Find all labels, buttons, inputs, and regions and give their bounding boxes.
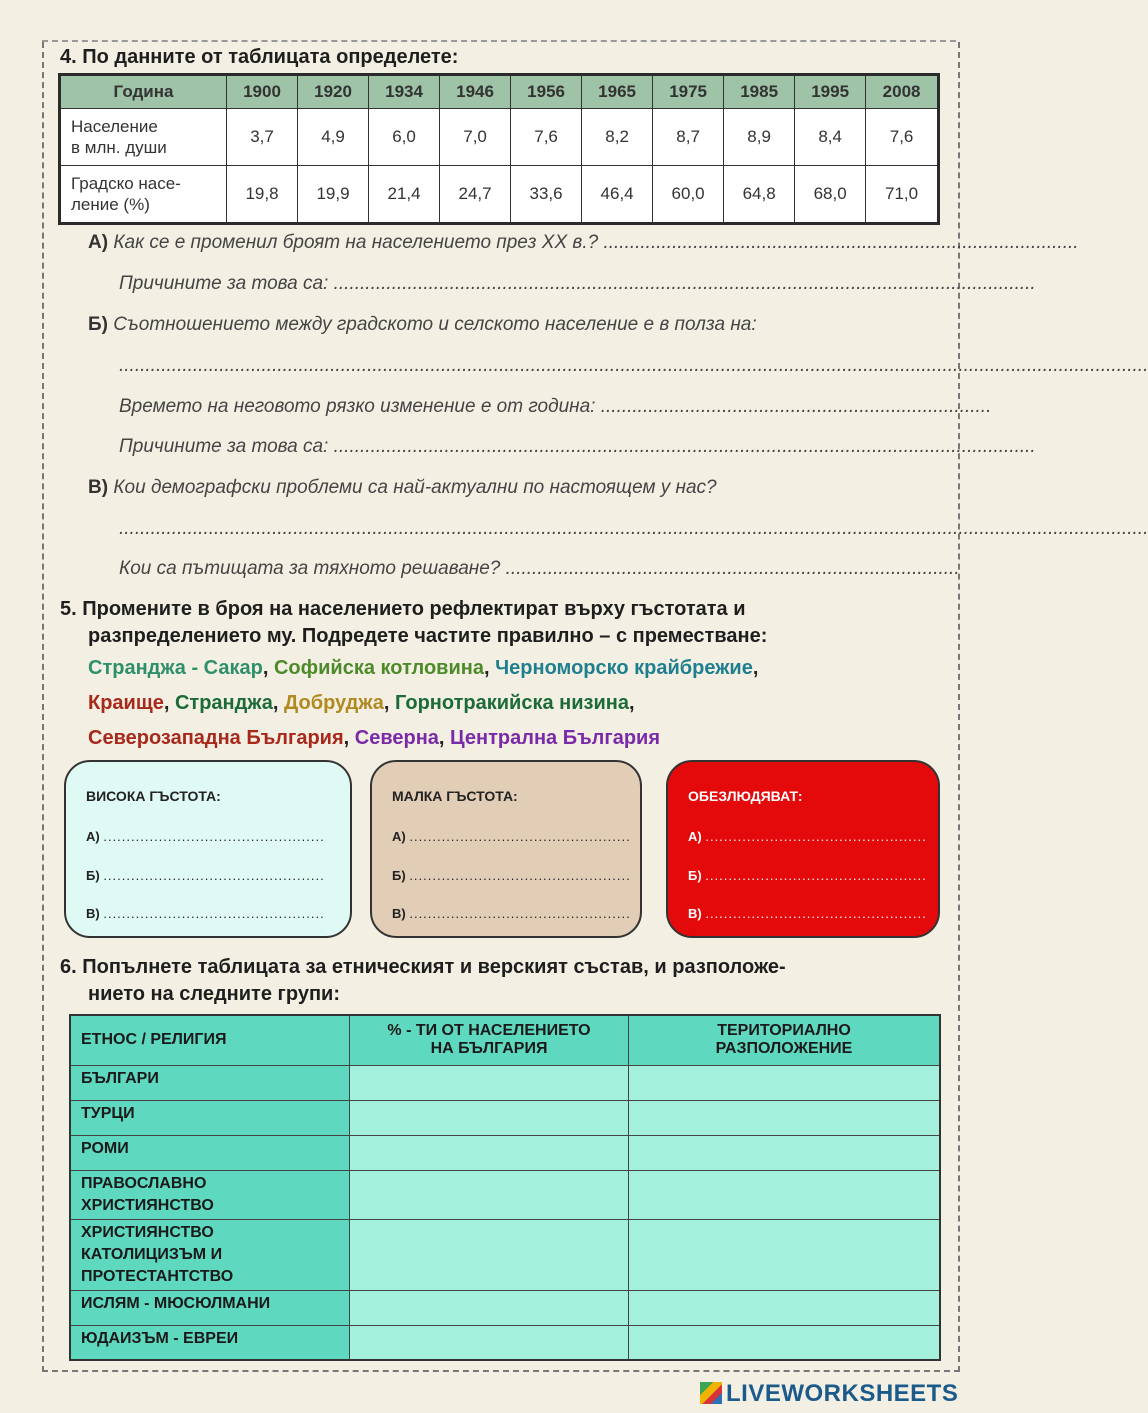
drag-word[interactable]: Странджа — [174, 692, 273, 714]
drop-dots[interactable]: ................................................ — [409, 868, 631, 883]
year-cell: 1946 — [440, 75, 511, 109]
row-label — [70, 1065, 350, 1100]
value-cell: 7,6 — [866, 109, 939, 166]
year-cell: 1995 — [795, 75, 866, 109]
answer-cell[interactable] — [629, 1170, 941, 1219]
question-a-label: А) — [88, 232, 109, 253]
value-cell: 7,0 — [440, 109, 511, 166]
table-row — [70, 1135, 940, 1170]
question-b — [88, 314, 954, 336]
table-row — [70, 1219, 940, 1290]
drag-word[interactable]: Краище — [88, 692, 164, 714]
answer-line[interactable]: ..................................................................................................................................... — [333, 436, 1036, 457]
answer-cell[interactable] — [629, 1219, 941, 1290]
row-label-line: ПРОТЕСТАНТСТВО — [81, 1267, 234, 1285]
answer-cell[interactable] — [350, 1219, 629, 1290]
row-label-line: ХРИСТИЯНСТВО — [81, 1223, 214, 1241]
answer-cell[interactable] — [629, 1100, 941, 1135]
value-cell: 46,4 — [582, 166, 653, 224]
table-row — [70, 1325, 940, 1360]
col-header-location — [629, 1015, 941, 1065]
drop-label: А) — [392, 829, 406, 844]
drop-zone[interactable] — [392, 868, 631, 883]
year-cell: 2008 — [866, 75, 939, 109]
value-cell: 19,9 — [298, 166, 369, 224]
value-cell: 7,6 — [511, 109, 582, 166]
drop-dots[interactable]: ................................................ — [409, 829, 631, 844]
row-label-line: ЮДАИЗЪМ - ЕВРЕИ — [81, 1329, 239, 1347]
answer-cell[interactable] — [350, 1135, 629, 1170]
task5-title-line1: 5. Промените в броя на населението рефлектират върху гъстотата и — [60, 598, 746, 620]
answer-cell[interactable] — [350, 1170, 629, 1219]
table-row — [70, 1065, 940, 1100]
word-bank-row1 — [88, 657, 758, 680]
year-header: Година — [60, 75, 227, 109]
drop-label: Б) — [688, 868, 702, 883]
drag-word[interactable]: Северна — [354, 727, 439, 749]
answer-dots[interactable]: ................................................................................................................................................................................................... — [119, 355, 1148, 376]
row-label — [70, 1290, 350, 1325]
drop-label: В) — [86, 906, 100, 921]
answer-line[interactable]: .......................................................................... — [600, 396, 992, 417]
drop-dots[interactable]: ................................................ — [103, 906, 325, 921]
liveworksheets-logo[interactable] — [700, 1380, 958, 1408]
drag-word[interactable]: Горнотракийска низина — [395, 692, 629, 714]
answer-cell[interactable] — [350, 1100, 629, 1135]
year-cell: 1985 — [724, 75, 795, 109]
task6-title-line1: 6. Попълнете таблицата за етническият и верският състав, и разположе- — [60, 956, 786, 978]
drag-word[interactable]: Софийска котловина — [273, 657, 484, 679]
logo-text: LIVEWORKSHEETS — [726, 1380, 959, 1407]
row-label — [70, 1325, 350, 1360]
row-label-line: БЪЛГАРИ — [81, 1069, 159, 1087]
separator: , — [483, 657, 490, 679]
row-label-line: ИСЛЯМ - МЮСЮЛМАНИ — [81, 1294, 271, 1312]
question-a-reasons[interactable] — [119, 273, 1036, 295]
question-v-label: В) — [88, 477, 109, 498]
ethnic-table-header — [70, 1015, 940, 1065]
drag-word[interactable]: Черноморско крайбрежие — [495, 657, 753, 679]
table-row — [70, 1170, 940, 1219]
answer-cell[interactable] — [629, 1065, 941, 1100]
answer-cell[interactable] — [350, 1325, 629, 1360]
drop-zone[interactable] — [688, 829, 927, 844]
liveworksheets-logo-icon — [700, 1382, 722, 1404]
drop-dots[interactable]: ................................................ — [409, 906, 631, 921]
task5-title-line2: разпределението му. Подредете частите правилно – с преместване: — [88, 625, 768, 647]
population-row — [60, 109, 939, 166]
drop-label: В) — [688, 906, 702, 921]
value-cell: 68,0 — [795, 166, 866, 224]
box-title: ВИСОКА ГЪСТОТА: — [86, 788, 221, 804]
value-cell: 3,7 — [227, 109, 298, 166]
population-table — [58, 73, 940, 225]
col-header-line: ТЕРИТОРИАЛНО — [717, 1022, 851, 1040]
drop-zone[interactable] — [86, 829, 325, 844]
year-cell: 1956 — [511, 75, 582, 109]
answer-line[interactable] — [119, 518, 1148, 540]
question-v-ways[interactable] — [119, 558, 960, 580]
answer-cell[interactable] — [629, 1135, 941, 1170]
row-label — [70, 1170, 350, 1219]
box-title: ОБЕЗЛЮДЯВАТ: — [688, 788, 803, 804]
drag-word[interactable]: Странджа - Сакар — [88, 657, 263, 679]
value-cell: 4,9 — [298, 109, 369, 166]
row-label-line: КАТОЛИЦИЗЪМ И — [81, 1245, 223, 1263]
answer-line[interactable] — [119, 355, 1148, 377]
separator: , — [272, 692, 279, 714]
year-cell: 1975 — [653, 75, 724, 109]
row-label-line: Градско насе- — [71, 174, 181, 193]
question-b-text: Съотношението между градското и селското население е в полза на: — [113, 314, 757, 335]
answer-cell[interactable] — [350, 1065, 629, 1100]
answer-cell[interactable] — [629, 1290, 941, 1325]
value-cell: 71,0 — [866, 166, 939, 224]
drop-dots[interactable]: ................................................ — [705, 829, 927, 844]
separator: , — [752, 657, 759, 679]
separator: , — [438, 727, 445, 749]
depopulating-box — [666, 760, 940, 938]
box-title: МАЛКА ГЪСТОТА: — [392, 788, 518, 804]
value-cell: 21,4 — [369, 166, 440, 224]
drop-label: Б) — [86, 868, 100, 883]
value-cell: 60,0 — [653, 166, 724, 224]
drop-zone[interactable] — [392, 906, 631, 921]
value-cell: 19,8 — [227, 166, 298, 224]
drag-word[interactable]: Централна България — [450, 727, 660, 749]
answer-line[interactable]: .......................................................................................... — [603, 232, 1079, 253]
question-a-reasons-text: Причините за това са: — [119, 273, 329, 294]
population-table-header — [60, 75, 939, 109]
question-v — [88, 477, 954, 499]
col-header-line: РАЗПОЛОЖЕНИЕ — [715, 1040, 853, 1058]
row-label — [70, 1135, 350, 1170]
drop-zone[interactable] — [688, 906, 927, 921]
row-label — [70, 1219, 350, 1290]
row-label — [60, 109, 227, 166]
value-cell: 8,9 — [724, 109, 795, 166]
answer-line[interactable]: ...................................................................................... — [505, 558, 960, 579]
table-row — [70, 1290, 940, 1325]
drop-label: А) — [86, 829, 100, 844]
drop-zone[interactable] — [688, 868, 927, 883]
col-header-ethnos: ЕТНОС / РЕЛИГИЯ — [70, 1015, 350, 1065]
drop-zone[interactable] — [392, 829, 631, 844]
row-label-line: ХРИСТИЯНСТВО — [81, 1196, 214, 1214]
drop-dots[interactable]: ................................................ — [705, 906, 927, 921]
low-density-box — [370, 760, 642, 938]
question-b-reasons[interactable] — [119, 436, 1036, 458]
question-v-ways-text: Кои са пътищата за тяхното решаване? — [119, 558, 501, 579]
drop-zone[interactable] — [86, 868, 325, 883]
urban-population-row — [60, 166, 939, 224]
ethnic-table — [69, 1014, 941, 1361]
separator: , — [262, 657, 269, 679]
drop-dots[interactable]: ................................................ — [705, 868, 927, 883]
row-label-line: ТУРЦИ — [81, 1104, 135, 1122]
col-header-line: % - ТИ ОТ НАСЕЛЕНИЕТО — [387, 1022, 591, 1040]
answer-dots[interactable]: ................................................................................................................................................................................................... — [119, 518, 1148, 539]
year-cell: 1965 — [582, 75, 653, 109]
col-header-line: НА БЪЛГАРИЯ — [430, 1040, 548, 1058]
drop-dots[interactable]: ................................................ — [103, 868, 325, 883]
drop-zone[interactable] — [86, 906, 325, 921]
question-b-label: Б) — [88, 314, 108, 335]
value-cell: 8,7 — [653, 109, 724, 166]
value-cell: 24,7 — [440, 166, 511, 224]
question-b-time[interactable] — [119, 396, 992, 418]
question-a-text: Как се е променил броят на населението през XX в.? — [113, 232, 599, 253]
answer-cell[interactable] — [629, 1325, 941, 1360]
separator: , — [343, 727, 350, 749]
table-row — [70, 1100, 940, 1135]
answer-line[interactable]: ..................................................................................................................................... — [333, 273, 1036, 294]
task6-title-line2: нието на следните групи: — [88, 983, 340, 1005]
row-label-line: ление (%) — [71, 195, 150, 214]
drag-word[interactable]: Северозападна България — [88, 727, 344, 749]
row-label-line: Население — [71, 117, 158, 136]
high-density-box — [64, 760, 352, 938]
value-cell: 8,2 — [582, 109, 653, 166]
question-a[interactable] — [88, 232, 1079, 254]
separator: , — [383, 692, 390, 714]
value-cell: 33,6 — [511, 166, 582, 224]
row-label — [60, 166, 227, 224]
drop-label: Б) — [392, 868, 406, 883]
year-cell: 1900 — [227, 75, 298, 109]
year-cell: 1934 — [369, 75, 440, 109]
value-cell: 64,8 — [724, 166, 795, 224]
year-cell: 1920 — [298, 75, 369, 109]
question-b-reasons-text: Причините за това са: — [119, 436, 329, 457]
drag-word[interactable]: Добруджа — [284, 692, 384, 714]
drop-dots[interactable]: ................................................ — [103, 829, 325, 844]
separator: , — [628, 692, 635, 714]
drop-label: В) — [392, 906, 406, 921]
drop-label: А) — [688, 829, 702, 844]
value-cell: 6,0 — [369, 109, 440, 166]
task4-title: 4. По данните от таблицата определете: — [60, 46, 459, 68]
question-b-time-text: Времето на неговото рязко изменение е от година: — [119, 396, 596, 417]
answer-cell[interactable] — [350, 1290, 629, 1325]
word-bank-row3 — [88, 727, 660, 750]
row-label — [70, 1100, 350, 1135]
row-label-line: РОМИ — [81, 1139, 129, 1157]
row-label-line: в млн. души — [71, 138, 167, 157]
separator: , — [163, 692, 170, 714]
question-v-text: Кои демографски проблеми са най-актуални по настоящем у нас? — [113, 477, 717, 498]
value-cell: 8,4 — [795, 109, 866, 166]
row-label-line: ПРАВОСЛАВНО — [81, 1174, 207, 1192]
col-header-percent — [350, 1015, 629, 1065]
word-bank-row2 — [88, 692, 635, 715]
